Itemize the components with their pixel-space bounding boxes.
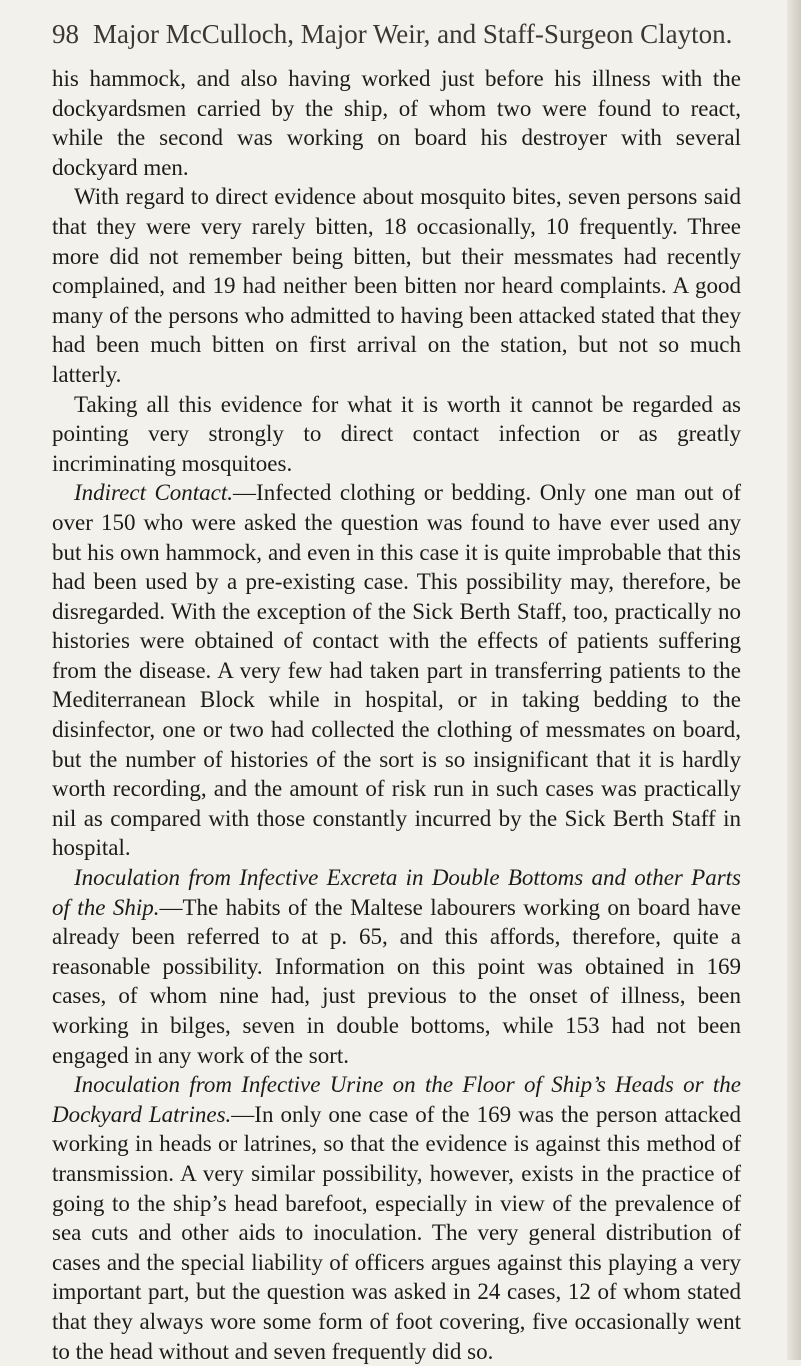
paragraph-text: —The habits of the Maltese labourers working on board have already been referred to at p. 65, and this affords, therefore, quite a reasonable possibility. Information on this point was obtained in 169 cases, of whom nine had, just previous to the onset of illness, been working in bilges, seven in double bottoms, while 153 had not been engaged in any work of the sort. bbox=[52, 894, 741, 1068]
paragraph-infective-urine bbox=[52, 1070, 741, 1366]
running-head bbox=[52, 18, 752, 50]
running-head-title: Major McCulloch, Major Weir, and Staff-Surgeon Clayton. bbox=[93, 19, 733, 49]
page-edge-shadow bbox=[787, 0, 801, 1360]
paragraph-text: —Infected clothing or bedding. Only one man out of over 150 who were asked the question was found to have ever used any but his own hammock, and even in this case it is quite improbable that this had been used by a pre-existing case. This possibility may, therefore, be disregarded. With the exception of the Sick Berth Staff, too, practically no histories were obtained of contact with the effects of patients suffering from the disease. A very few had taken part in transferring patients to the Mediterranean Block while in hospital, or in taking bedding to the disinfector, one or two had collected the clothing of messmates on board, but the number of histories of the sort is so insignificant that it is hardly worth recording, and the amount of risk run in such cases was practically nil as compared with those constantly incurred by the Sick Berth Staff in hospital. bbox=[52, 480, 741, 861]
paragraph-text: Taking all this evidence for what it is worth it cannot be regarded as pointing very strongly to direct contact infection or as greatly incriminating mosquitoes. bbox=[52, 391, 741, 476]
paragraph-evidence-summary bbox=[52, 390, 741, 479]
paragraph-text: —In only one case of the 169 was the person attacked working in heads or latrines, so that the evidence is against this method of transmission. A very similar possibility, however, exists in the practice of going to the ship’s head barefoot, especially in view of the prevalence of sea cuts and other aids to inoculation. The very general distribution of cases and the special liability of officers argues against this playing a very important part, but the question was asked in 24 cases, 12 of whom stated that they always wore some form of foot covering, five occasionally went to the head without and seven frequently did so. bbox=[52, 1101, 741, 1364]
section-heading: Inoculation from Infective Excreta in Double Bottoms and other Parts of the Ship. bbox=[52, 865, 741, 920]
page-number: 98 bbox=[52, 19, 79, 49]
section-heading: Indirect Contact. bbox=[74, 480, 234, 506]
paragraph-double-bottoms bbox=[52, 863, 741, 1070]
paragraph-text: With regard to direct evidence about mosquito bites, seven persons said that they were very rarely bitten, 18 occasionally, 10 frequently. Three more did not remember being bitten, but their messmates had recently complained, and 19 had neither been bitten nor heard complaints. A good many of the persons who admitted to having been attacked stated that they had been much bitten on first arrival on the station, but not so much latterly. bbox=[52, 184, 741, 387]
paragraph-text: his hammock, and also having worked just before his illness with the dockyardsmen carried by the ship, of whom two were found to react, while the second was working on board his destroyer with several dockyard men. bbox=[52, 66, 741, 180]
paragraph-indirect-contact bbox=[52, 478, 741, 863]
section-heading: Inoculation from Infective Urine on the Floor of Ship’s Heads or the Dockyard Latrines. bbox=[52, 1072, 741, 1127]
body-text bbox=[52, 64, 741, 1366]
paragraph-mosquito-evidence bbox=[52, 182, 741, 389]
paragraph-continuation bbox=[52, 64, 741, 182]
